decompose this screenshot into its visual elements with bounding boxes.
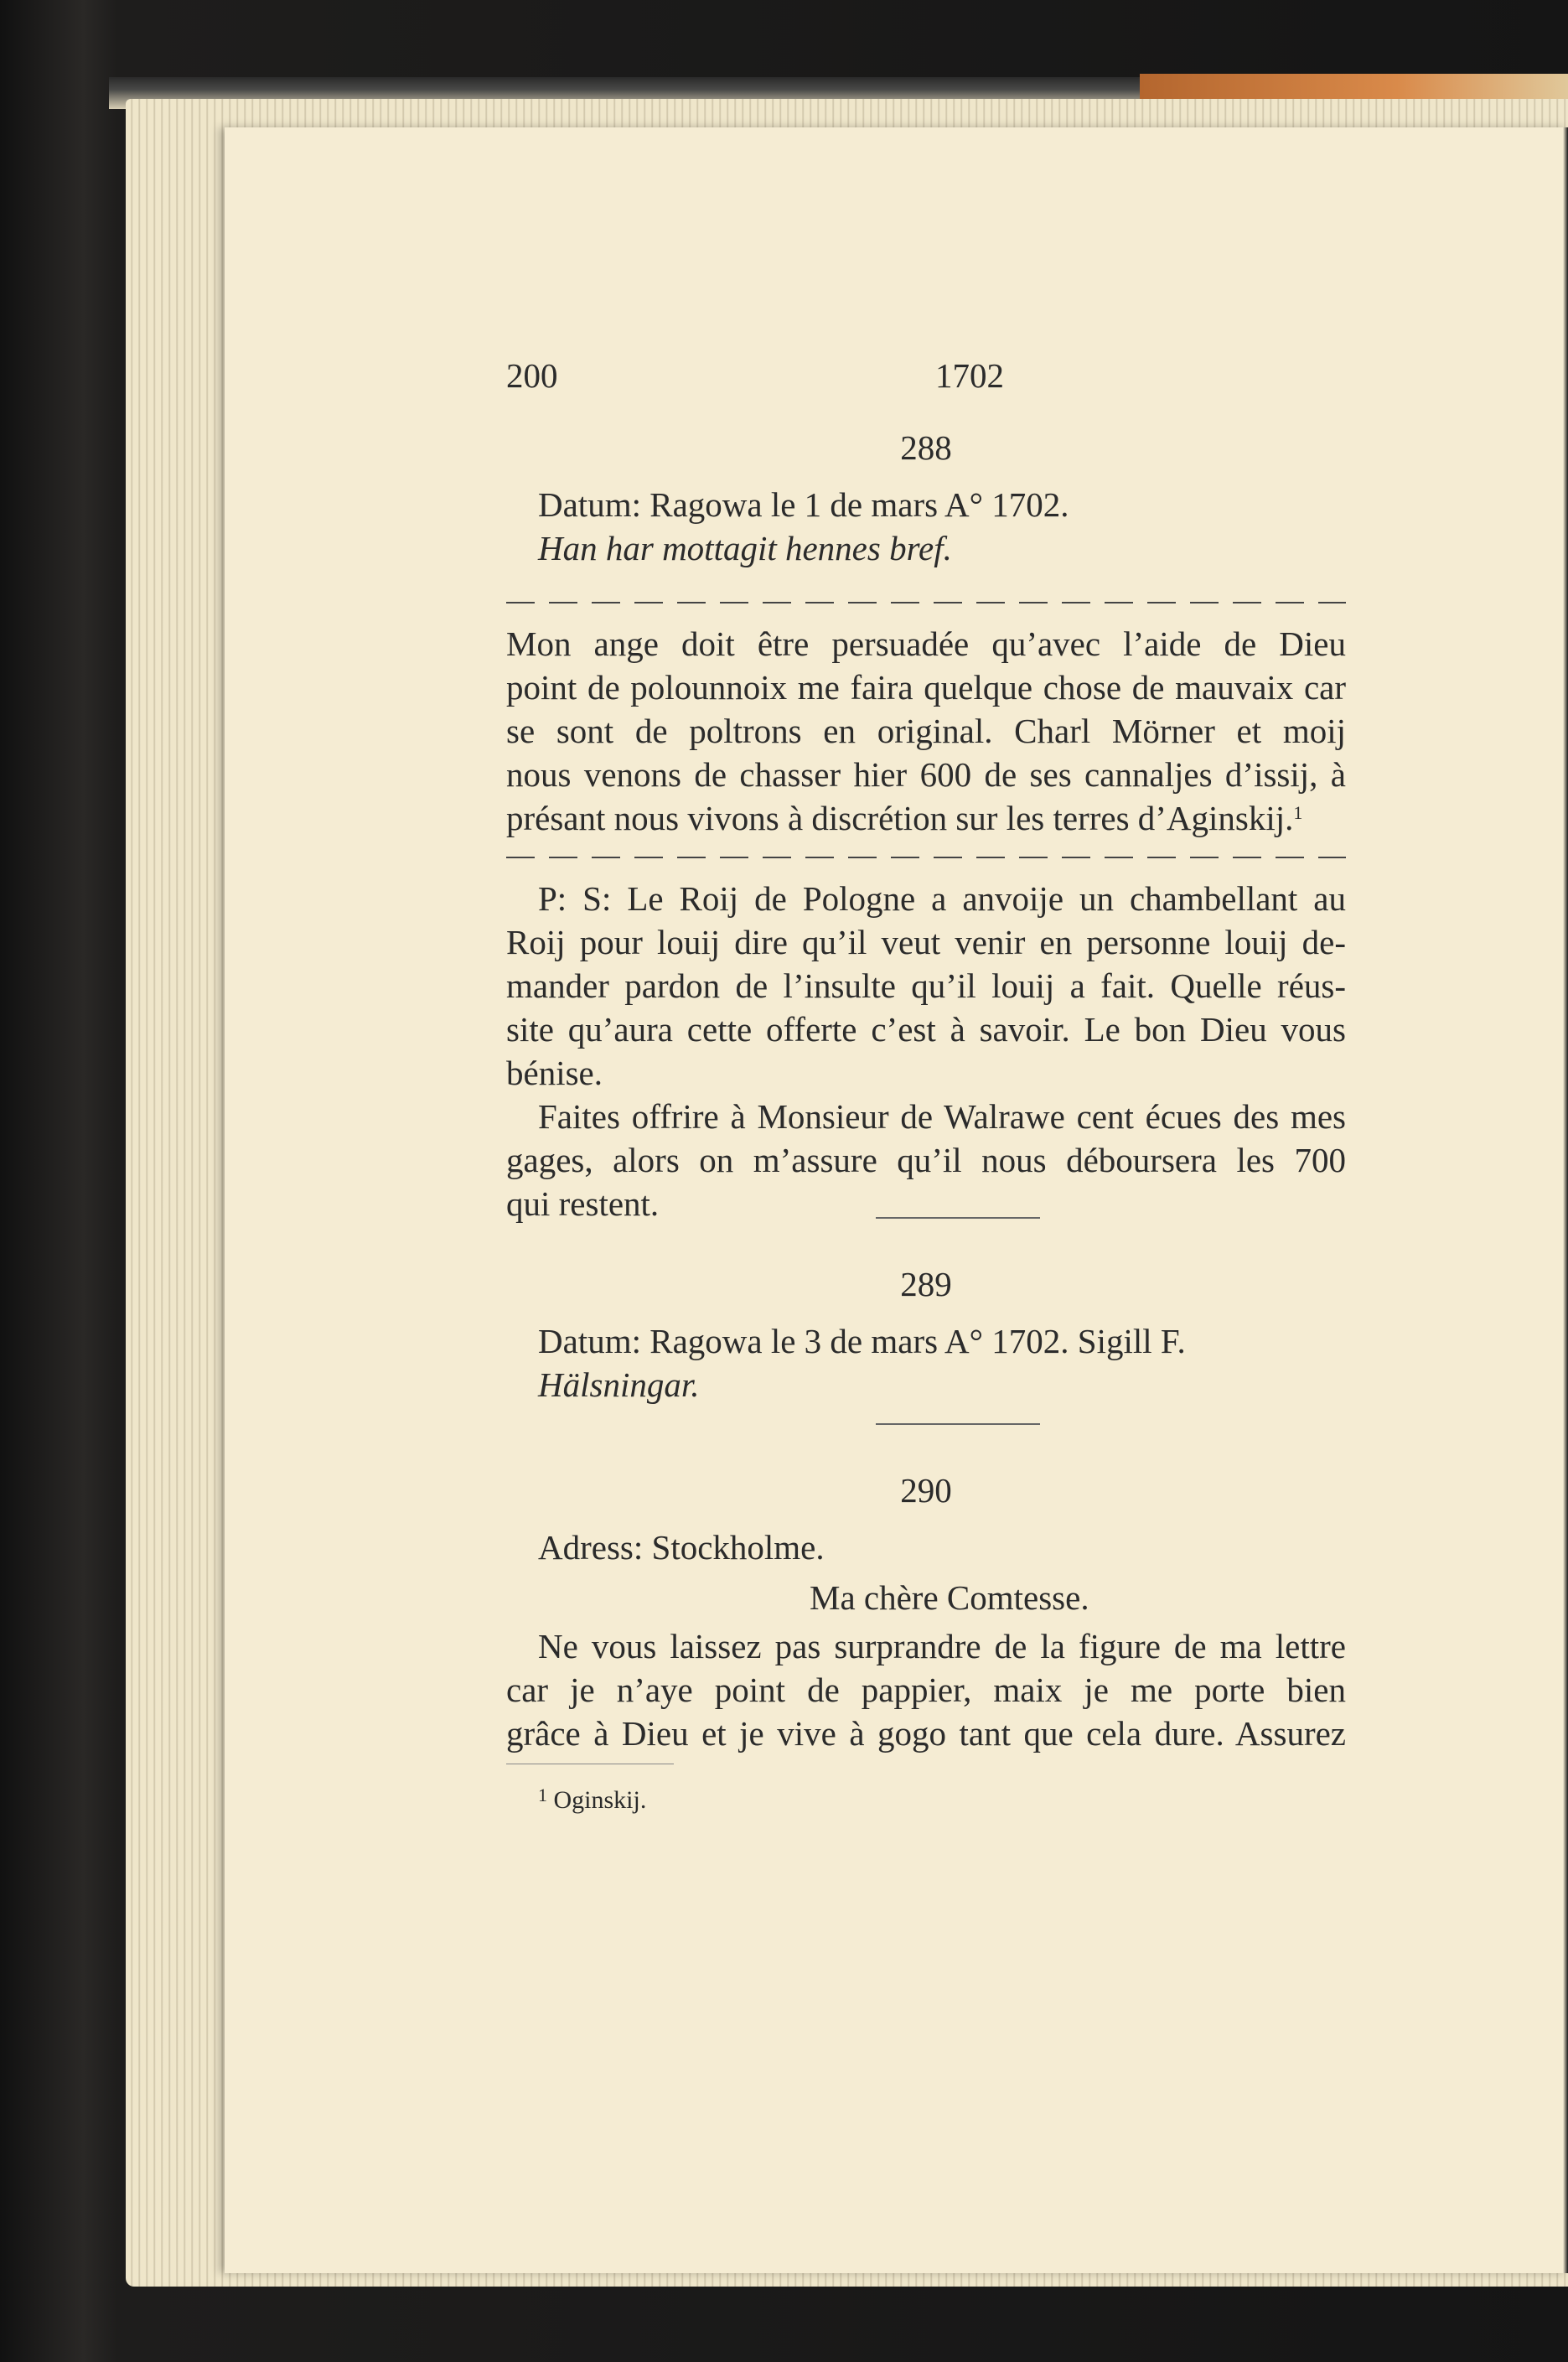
footnote-text: Oginskij. — [553, 1786, 647, 1814]
running-head-year: 1702 — [935, 356, 1004, 395]
dashed-separator — [506, 857, 1346, 858]
paragraph-line: qui restent. — [506, 1184, 660, 1223]
footnote — [538, 1779, 646, 1822]
paragraph-line: point de polounnoix me faira quelque chose de mauvaix car — [506, 668, 1346, 707]
paragraph-line: site qu’aura cette offerte c’est à savoir. Le bon Dieu vous — [506, 1010, 1346, 1049]
letter-address: Adress: Stockholme. — [538, 1528, 825, 1567]
paragraph-line-text: présant nous vivons à discrétion sur les terres d’Aginskij. — [506, 799, 1294, 837]
book-page — [225, 127, 1568, 2273]
paragraph-line: P: S: Le Roij de Pologne a anvoije un chambellant au — [538, 879, 1346, 918]
section-rule — [876, 1423, 1040, 1425]
letter-datum: Datum: Ragowa le 1 de mars A° 1702. — [538, 485, 1069, 524]
letter-number: 288 — [900, 428, 952, 467]
paragraph-line: mander pardon de l’insulte qu’il louij a fait. Quelle réus- — [506, 966, 1346, 1005]
letter-number: 290 — [900, 1471, 952, 1510]
page-number: 200 — [506, 356, 558, 395]
letter-number: 289 — [900, 1265, 952, 1303]
footnote-marker: 1 — [1293, 802, 1303, 823]
paragraph-line: grâce à Dieu et je vive à gogo tant que cela dure. Assurez — [506, 1714, 1346, 1753]
dashed-separator — [506, 602, 1346, 603]
section-rule — [876, 1217, 1040, 1219]
letter-datum: Datum: Ragowa le 3 de mars A° 1702. Sigill F. — [538, 1322, 1186, 1360]
paragraph-line: Roij pour louij dire qu’il veut venir en personne louij de- — [506, 923, 1346, 961]
paragraph-line: gages, alors on m’assure qu’il nous déboursera les 700 — [506, 1141, 1346, 1179]
footnote-marker: 1 — [538, 1784, 547, 1805]
paragraph-line: nous venons de chasser hier 600 de ses cannaljes d’issij, à — [506, 755, 1346, 794]
letter-note: Han har mottagit hennes bref. — [538, 529, 952, 567]
paragraph-line: se sont de poltrons en original. Charl Mörner et moij — [506, 712, 1346, 750]
letter-salutation: Ma chère Comtesse. — [810, 1578, 1089, 1617]
paragraph-line: Faites offrire à Monsieur de Walrawe cent écues des mes — [538, 1097, 1346, 1136]
paragraph-line-with-footnote — [506, 796, 1302, 840]
letter-note: Hälsningar. — [538, 1365, 700, 1404]
paragraph-line: car je n’aye point de pappier, maix je me porte bien — [506, 1670, 1346, 1709]
paragraph-line: Mon ange doit être persuadée qu’avec l’aide de Dieu — [506, 624, 1346, 663]
paragraph-line: Ne vous laissez pas surprandre de la figure de ma lettre — [538, 1627, 1346, 1665]
paragraph-line: bénise. — [506, 1054, 603, 1092]
page-gutter-shadow — [1563, 127, 1568, 2273]
